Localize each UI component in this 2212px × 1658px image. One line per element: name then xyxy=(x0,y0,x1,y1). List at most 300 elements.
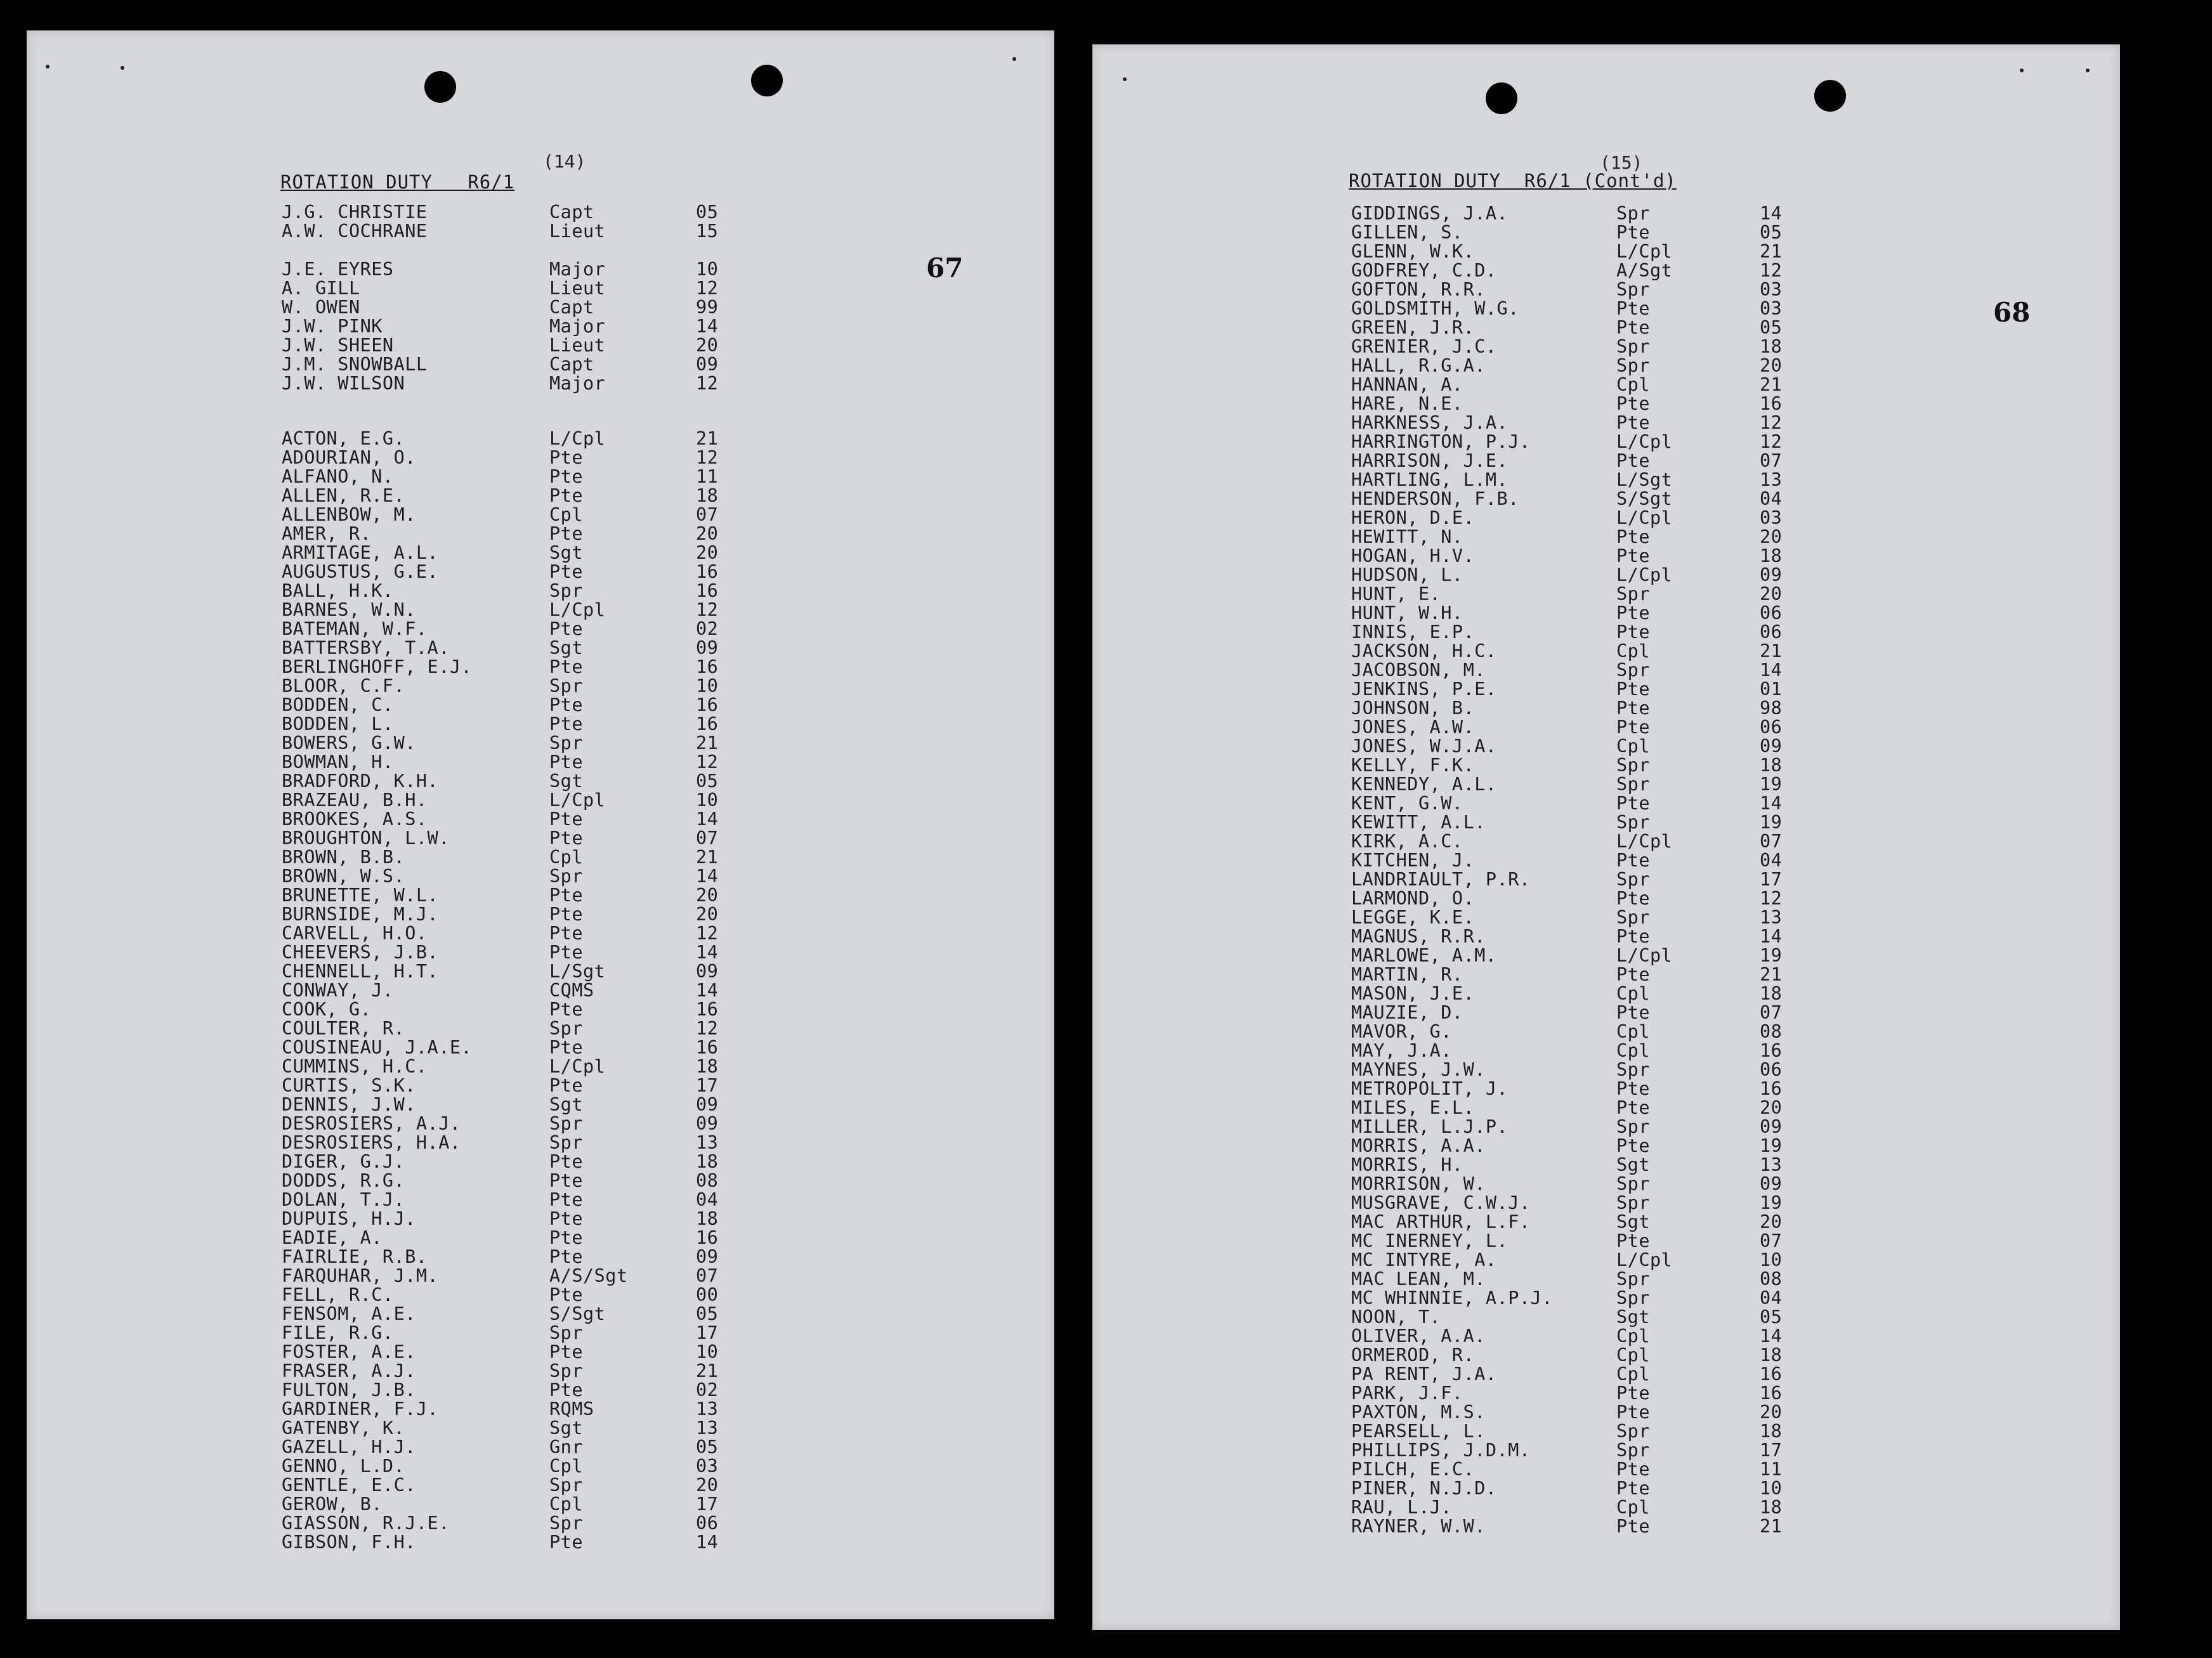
row-rank: Spr xyxy=(1616,355,1650,376)
row-name: BALL, H.K. xyxy=(282,580,394,601)
punch-hole xyxy=(424,71,456,103)
row-code: 12 xyxy=(696,278,719,299)
row-code: 09 xyxy=(696,1094,719,1115)
row-rank: Pte xyxy=(549,923,583,944)
row-rank: Pte xyxy=(549,1151,583,1172)
row-code: 17 xyxy=(1760,1440,1783,1461)
row-rank: Pte xyxy=(1616,1097,1650,1118)
row-code: 09 xyxy=(696,961,719,982)
row-name: GOLDSMITH, W.G. xyxy=(1351,298,1519,319)
row-code: 03 xyxy=(1760,507,1783,528)
row-name: BRUNETTE, W.L. xyxy=(282,885,439,906)
row-name: MORRIS, A.A. xyxy=(1351,1135,1486,1156)
row-rank: Pte xyxy=(1616,717,1650,738)
row-rank: Cpl xyxy=(549,1456,583,1477)
row-code: 14 xyxy=(696,942,719,963)
page-number: (14) xyxy=(543,151,586,172)
row-rank: Spr xyxy=(549,1513,583,1534)
row-name: ACTON, E.G. xyxy=(282,428,405,449)
row-name: ALFANO, N. xyxy=(282,466,394,487)
row-code: 21 xyxy=(1760,964,1783,985)
row-rank: Sgt xyxy=(1616,1154,1650,1175)
row-code: 17 xyxy=(696,1075,719,1096)
row-rank: Pte xyxy=(549,828,583,849)
row-code: 16 xyxy=(696,1037,719,1058)
row-rank: Pte xyxy=(1616,1230,1650,1251)
row-code: 21 xyxy=(1760,374,1783,395)
row-name: KIRK, A.C. xyxy=(1351,831,1463,852)
row-code: 16 xyxy=(696,656,719,677)
row-rank: Spr xyxy=(1616,279,1650,300)
row-name: MC INTYRE, A. xyxy=(1351,1250,1497,1270)
row-rank: Pte xyxy=(1616,1383,1650,1404)
row-rank: L/Cpl xyxy=(1616,1250,1673,1270)
row-name: HARE, N.E. xyxy=(1351,393,1463,414)
row-rank: Pte xyxy=(549,656,583,677)
row-name: MAYNES, J.W. xyxy=(1351,1059,1486,1080)
row-name: HARTLING, L.M. xyxy=(1351,469,1508,490)
row-code: 20 xyxy=(1760,1097,1783,1118)
row-rank: Spr xyxy=(1616,1192,1650,1213)
row-code: 07 xyxy=(696,828,719,849)
row-rank: Cpl xyxy=(1616,1326,1650,1347)
row-rank: Capt xyxy=(549,297,594,318)
row-name: NOON, T. xyxy=(1351,1307,1441,1328)
row-name: MAC ARTHUR, L.F. xyxy=(1351,1211,1531,1232)
row-rank: Pte xyxy=(1616,850,1650,871)
row-name: KENNEDY, A.L. xyxy=(1351,774,1497,795)
row-name: BROUGHTON, L.W. xyxy=(282,828,450,849)
row-rank: Spr xyxy=(549,676,583,696)
row-name: KITCHEN, J. xyxy=(1351,850,1475,871)
row-name: GREEN, J.R. xyxy=(1351,317,1475,338)
row-rank: Pte xyxy=(549,1341,583,1362)
row-name: HALL, R.G.A. xyxy=(1351,355,1486,376)
row-rank: Pte xyxy=(549,1037,583,1058)
row-code: 05 xyxy=(1760,1307,1783,1328)
row-name: FENSOM, A.E. xyxy=(282,1303,416,1324)
row-name: MILES, E.L. xyxy=(1351,1097,1475,1118)
row-code: 16 xyxy=(1760,1040,1783,1061)
row-name: GODFREY, C.D. xyxy=(1351,260,1497,281)
punch-hole xyxy=(1486,82,1517,114)
row-rank: Spr xyxy=(1616,907,1650,928)
row-name: MAVOR, G. xyxy=(1351,1021,1452,1042)
row-rank: Pte xyxy=(1616,603,1650,623)
row-code: 10 xyxy=(696,1341,719,1362)
row-rank: Sgt xyxy=(549,542,583,563)
row-rank: Pte xyxy=(1616,1459,1650,1480)
row-code: 14 xyxy=(1760,1326,1783,1347)
row-code: 12 xyxy=(696,599,719,620)
row-name: BOWMAN, H. xyxy=(282,752,394,773)
row-name: JACOBSON, M. xyxy=(1351,660,1486,681)
row-name: GIBSON, F.H. xyxy=(282,1532,416,1553)
row-code: 07 xyxy=(1760,450,1783,471)
row-code: 14 xyxy=(696,809,719,830)
row-code: 11 xyxy=(1760,1459,1783,1480)
row-code: 10 xyxy=(1760,1478,1783,1499)
row-rank: Major xyxy=(549,259,606,280)
row-name: MILLER, L.J.P. xyxy=(1351,1116,1508,1137)
row-rank: Pte xyxy=(549,904,583,925)
row-rank: L/Cpl xyxy=(1616,431,1673,452)
row-rank: Pte xyxy=(549,1170,583,1191)
row-code: 10 xyxy=(1760,1250,1783,1270)
row-rank: Spr xyxy=(1616,336,1650,357)
row-name: GLENN, W.K. xyxy=(1351,241,1475,262)
row-rank: A/S/Sgt xyxy=(549,1265,628,1286)
row-name: MAC LEAN, M. xyxy=(1351,1269,1486,1289)
row-rank: Pte xyxy=(549,523,583,544)
row-code: 19 xyxy=(1760,945,1783,966)
row-rank: Cpl xyxy=(1616,736,1650,757)
row-code: 09 xyxy=(1760,565,1783,585)
row-name: LANDRIAULT, P.R. xyxy=(1351,869,1531,890)
row-name: HOGAN, H.V. xyxy=(1351,545,1475,566)
row-rank: Pte xyxy=(1616,679,1650,700)
row-code: 04 xyxy=(1760,488,1783,509)
row-rank: Sgt xyxy=(549,1418,583,1439)
row-name: A. GILL xyxy=(282,278,360,299)
row-rank: Pte xyxy=(1616,698,1650,719)
row-code: 20 xyxy=(696,904,719,925)
row-code: 17 xyxy=(696,1322,719,1343)
row-rank: Spr xyxy=(1616,869,1650,890)
row-rank: Spr xyxy=(1616,812,1650,833)
row-rank: Pte xyxy=(1616,888,1650,909)
row-rank: Pte xyxy=(549,695,583,715)
row-name: DUPUIS, H.J. xyxy=(282,1208,416,1229)
row-rank: Capt xyxy=(549,202,594,223)
row-rank: Sgt xyxy=(549,771,583,792)
punch-hole xyxy=(751,65,783,96)
row-rank: Spr xyxy=(1616,774,1650,795)
row-rank: Spr xyxy=(549,866,583,887)
row-code: 04 xyxy=(1760,850,1783,871)
row-name: FELL, R.C. xyxy=(282,1284,394,1305)
row-name: CHENNELL, H.T. xyxy=(282,961,439,982)
row-name: ALLENBOW, M. xyxy=(282,504,416,525)
row-code: 20 xyxy=(696,542,719,563)
row-name: J.W. WILSON xyxy=(282,373,405,394)
row-code: 12 xyxy=(1760,431,1783,452)
row-name: DESROSIERS, H.A. xyxy=(282,1132,461,1153)
row-code: 16 xyxy=(696,999,719,1020)
row-rank: Cpl xyxy=(549,1494,583,1515)
row-code: 06 xyxy=(1760,603,1783,623)
row-code: 16 xyxy=(696,561,719,582)
row-name: GILLEN, S. xyxy=(1351,222,1463,243)
row-code: 13 xyxy=(1760,907,1783,928)
row-code: 07 xyxy=(1760,1002,1783,1023)
row-rank: Cpl xyxy=(1616,641,1650,662)
row-rank: Pte xyxy=(549,1208,583,1229)
row-code: 13 xyxy=(696,1132,719,1153)
row-name: HUNT, E. xyxy=(1351,584,1441,604)
row-code: 14 xyxy=(696,1532,719,1553)
row-name: CONWAY, J. xyxy=(282,980,394,1001)
row-name: DENNIS, J.W. xyxy=(282,1094,416,1115)
row-rank: Spr xyxy=(1616,1440,1650,1461)
row-name: HARRINGTON, P.J. xyxy=(1351,431,1531,452)
row-rank: L/Sgt xyxy=(549,961,606,982)
row-rank: L/Cpl xyxy=(549,599,606,620)
row-code: 02 xyxy=(696,618,719,639)
folio-number: 68 xyxy=(1993,297,2031,328)
row-code: 18 xyxy=(696,485,719,506)
row-code: 21 xyxy=(1760,641,1783,662)
row-code: 21 xyxy=(1760,1516,1783,1537)
row-name: MAUZIE, D. xyxy=(1351,1002,1463,1023)
row-code: 09 xyxy=(1760,736,1783,757)
row-rank: Capt xyxy=(549,354,594,375)
row-rank: Pte xyxy=(1616,393,1650,414)
row-rank: Pte xyxy=(1616,1402,1650,1423)
row-name: MAGNUS, R.R. xyxy=(1351,926,1486,947)
row-code: 20 xyxy=(1760,355,1783,376)
row-code: 99 xyxy=(696,297,719,318)
row-code: 03 xyxy=(1760,279,1783,300)
row-name: MORRISON, W. xyxy=(1351,1173,1486,1194)
row-code: 98 xyxy=(1760,698,1783,719)
row-code: 19 xyxy=(1760,812,1783,833)
row-rank: Pte xyxy=(1616,622,1650,643)
row-rank: Cpl xyxy=(1616,983,1650,1004)
row-rank: Spr xyxy=(1616,755,1650,776)
row-code: 18 xyxy=(696,1151,719,1172)
row-name: HUNT, W.H. xyxy=(1351,603,1463,623)
row-code: 20 xyxy=(1760,1211,1783,1232)
row-name: HENDERSON, F.B. xyxy=(1351,488,1519,509)
row-code: 12 xyxy=(696,373,719,394)
row-code: 08 xyxy=(1760,1269,1783,1289)
row-rank: S/Sgt xyxy=(1616,488,1673,509)
row-name: PHILLIPS, J.D.M. xyxy=(1351,1440,1531,1461)
row-rank: Pte xyxy=(1616,298,1650,319)
row-rank: Sgt xyxy=(1616,1307,1650,1328)
row-name: PA RENT, J.A. xyxy=(1351,1364,1497,1385)
row-rank: Pte xyxy=(1616,1135,1650,1156)
row-rank: Spr xyxy=(549,1322,583,1343)
row-code: 21 xyxy=(696,1361,719,1381)
row-rank: Pte xyxy=(1616,926,1650,947)
row-code: 02 xyxy=(696,1380,719,1400)
row-rank: Spr xyxy=(1616,1269,1650,1289)
row-rank: Pte xyxy=(549,999,583,1020)
row-code: 05 xyxy=(696,1303,719,1324)
row-name: JOHNSON, B. xyxy=(1351,698,1475,719)
row-name: FAIRLIE, R.B. xyxy=(282,1246,428,1267)
row-rank: Pte xyxy=(549,1189,583,1210)
row-name: HARRISON, J.E. xyxy=(1351,450,1508,471)
row-rank: Cpl xyxy=(1616,1040,1650,1061)
row-name: OLIVER, A.A. xyxy=(1351,1326,1486,1347)
row-code: 07 xyxy=(1760,831,1783,852)
row-name: BARNES, W.N. xyxy=(282,599,416,620)
row-rank: Major xyxy=(549,373,606,394)
row-name: JENKINS, P.E. xyxy=(1351,679,1497,700)
row-code: 11 xyxy=(696,466,719,487)
row-code: 12 xyxy=(696,1018,719,1039)
row-code: 09 xyxy=(696,1113,719,1134)
row-name: BLOOR, C.F. xyxy=(282,676,405,696)
row-name: BROWN, W.S. xyxy=(282,866,405,887)
row-code: 05 xyxy=(696,202,719,223)
row-name: HANNAN, A. xyxy=(1351,374,1463,395)
row-code: 13 xyxy=(1760,469,1783,490)
row-code: 18 xyxy=(696,1208,719,1229)
row-code: 09 xyxy=(696,354,719,375)
speck xyxy=(2086,69,2090,72)
row-rank: Sgt xyxy=(1616,1211,1650,1232)
row-name: JONES, A.W. xyxy=(1351,717,1475,738)
row-name: LEGGE, K.E. xyxy=(1351,907,1475,928)
row-name: MC WHINNIE, A.P.J. xyxy=(1351,1288,1553,1309)
row-name: DIGER, G.J. xyxy=(282,1151,405,1172)
row-name: J.G. CHRISTIE xyxy=(282,202,428,223)
row-rank: L/Sgt xyxy=(1616,469,1673,490)
row-code: 20 xyxy=(696,1475,719,1496)
row-rank: Pte xyxy=(1616,1002,1650,1023)
row-code: 14 xyxy=(1760,793,1783,814)
row-name: BATEMAN, W.F. xyxy=(282,618,428,639)
row-name: KEWITT, A.L. xyxy=(1351,812,1486,833)
row-name: J.W. SHEEN xyxy=(282,335,394,356)
row-rank: Spr xyxy=(549,1361,583,1381)
row-rank: Cpl xyxy=(1616,374,1650,395)
row-rank: L/Cpl xyxy=(1616,945,1673,966)
row-name: PILCH, E.C. xyxy=(1351,1459,1475,1480)
row-code: 18 xyxy=(696,1056,719,1077)
row-rank: Pte xyxy=(549,1246,583,1267)
row-code: 05 xyxy=(1760,222,1783,243)
row-code: 14 xyxy=(1760,660,1783,681)
row-code: 10 xyxy=(696,676,719,696)
row-code: 12 xyxy=(1760,412,1783,433)
row-code: 07 xyxy=(696,1265,719,1286)
row-rank: L/Cpl xyxy=(1616,241,1673,262)
row-code: 10 xyxy=(696,790,719,811)
row-name: MUSGRAVE, C.W.J. xyxy=(1351,1192,1531,1213)
row-name: FARQUHAR, J.M. xyxy=(282,1265,439,1286)
row-rank: Spr xyxy=(549,1018,583,1039)
row-rank: Pte xyxy=(549,1227,583,1248)
row-rank: RQMS xyxy=(549,1399,594,1420)
row-code: 19 xyxy=(1760,774,1783,795)
row-code: 06 xyxy=(1760,622,1783,643)
row-code: 14 xyxy=(696,316,719,337)
row-code: 19 xyxy=(1760,1135,1783,1156)
row-code: 20 xyxy=(696,885,719,906)
punch-hole xyxy=(1814,80,1846,112)
speck xyxy=(2020,69,2024,72)
row-name: FULTON, J.B. xyxy=(282,1380,416,1400)
row-name: J.E. EYRES xyxy=(282,259,394,280)
row-rank: Spr xyxy=(549,580,583,601)
page-heading: ROTATION DUTY R6/1 (Cont'd) xyxy=(1349,170,1677,192)
row-code: 04 xyxy=(1760,1288,1783,1309)
row-rank: L/Cpl xyxy=(549,790,606,811)
row-name: A.W. COCHRANE xyxy=(282,221,428,242)
row-code: 14 xyxy=(1760,926,1783,947)
document-page-right xyxy=(1092,44,2120,1630)
row-code: 16 xyxy=(696,1227,719,1248)
row-rank: Pte xyxy=(549,1380,583,1400)
row-rank: Pte xyxy=(1616,412,1650,433)
row-rank: Lieut xyxy=(549,221,606,242)
row-code: 14 xyxy=(696,866,719,887)
row-name: BRADFORD, K.H. xyxy=(282,771,439,792)
row-name: ALLEN, R.E. xyxy=(282,485,405,506)
row-code: 16 xyxy=(696,695,719,715)
row-name: BROWN, B.B. xyxy=(282,847,405,868)
row-code: 10 xyxy=(696,259,719,280)
row-name: GAZELL, H.J. xyxy=(282,1437,416,1458)
row-name: FILE, R.G. xyxy=(282,1322,394,1343)
row-rank: Pte xyxy=(549,752,583,773)
row-code: 08 xyxy=(1760,1021,1783,1042)
row-name: HUDSON, L. xyxy=(1351,565,1463,585)
row-name: LARMOND, O. xyxy=(1351,888,1475,909)
row-name: BODDEN, C. xyxy=(282,695,394,715)
row-rank: Pte xyxy=(549,885,583,906)
row-name: METROPOLIT, J. xyxy=(1351,1078,1508,1099)
row-code: 00 xyxy=(696,1284,719,1305)
row-code: 20 xyxy=(1760,526,1783,547)
row-name: JONES, W.J.A. xyxy=(1351,736,1497,757)
row-code: 09 xyxy=(696,1246,719,1267)
row-rank: Pte xyxy=(1616,1478,1650,1499)
row-code: 13 xyxy=(696,1418,719,1439)
row-name: DOLAN, T.J. xyxy=(282,1189,405,1210)
row-name: FRASER, A.J. xyxy=(282,1361,416,1381)
page-heading: ROTATION DUTY R6/1 xyxy=(280,171,515,193)
row-code: 03 xyxy=(1760,298,1783,319)
row-code: 06 xyxy=(696,1513,719,1534)
row-name: GENNO, L.D. xyxy=(282,1456,405,1477)
row-code: 21 xyxy=(696,733,719,754)
row-code: 15 xyxy=(696,221,719,242)
row-name: J.M. SNOWBALL xyxy=(282,354,428,375)
row-rank: Pte xyxy=(549,714,583,734)
row-code: 16 xyxy=(1760,1078,1783,1099)
row-rank: Sgt xyxy=(549,1094,583,1115)
row-code: 20 xyxy=(696,523,719,544)
row-rank: Spr xyxy=(549,1132,583,1153)
row-rank: Spr xyxy=(549,1475,583,1496)
row-rank: Spr xyxy=(1616,1288,1650,1309)
row-rank: Pte xyxy=(1616,964,1650,985)
row-name: MASON, J.E. xyxy=(1351,983,1475,1004)
row-name: COULTER, R. xyxy=(282,1018,405,1039)
row-rank: Pte xyxy=(1616,793,1650,814)
row-code: 12 xyxy=(696,923,719,944)
row-name: BRAZEAU, B.H. xyxy=(282,790,428,811)
row-name: GRENIER, J.C. xyxy=(1351,336,1497,357)
row-code: 16 xyxy=(1760,393,1783,414)
row-rank: Pte xyxy=(549,447,583,468)
row-code: 16 xyxy=(696,580,719,601)
row-code: 14 xyxy=(1760,203,1783,224)
row-code: 16 xyxy=(696,714,719,734)
row-rank: Pte xyxy=(549,1075,583,1096)
row-code: 18 xyxy=(1760,336,1783,357)
row-name: GOFTON, R.R. xyxy=(1351,279,1486,300)
row-code: 18 xyxy=(1760,755,1783,776)
row-name: PARK, J.F. xyxy=(1351,1383,1463,1404)
row-rank: L/Cpl xyxy=(1616,507,1673,528)
